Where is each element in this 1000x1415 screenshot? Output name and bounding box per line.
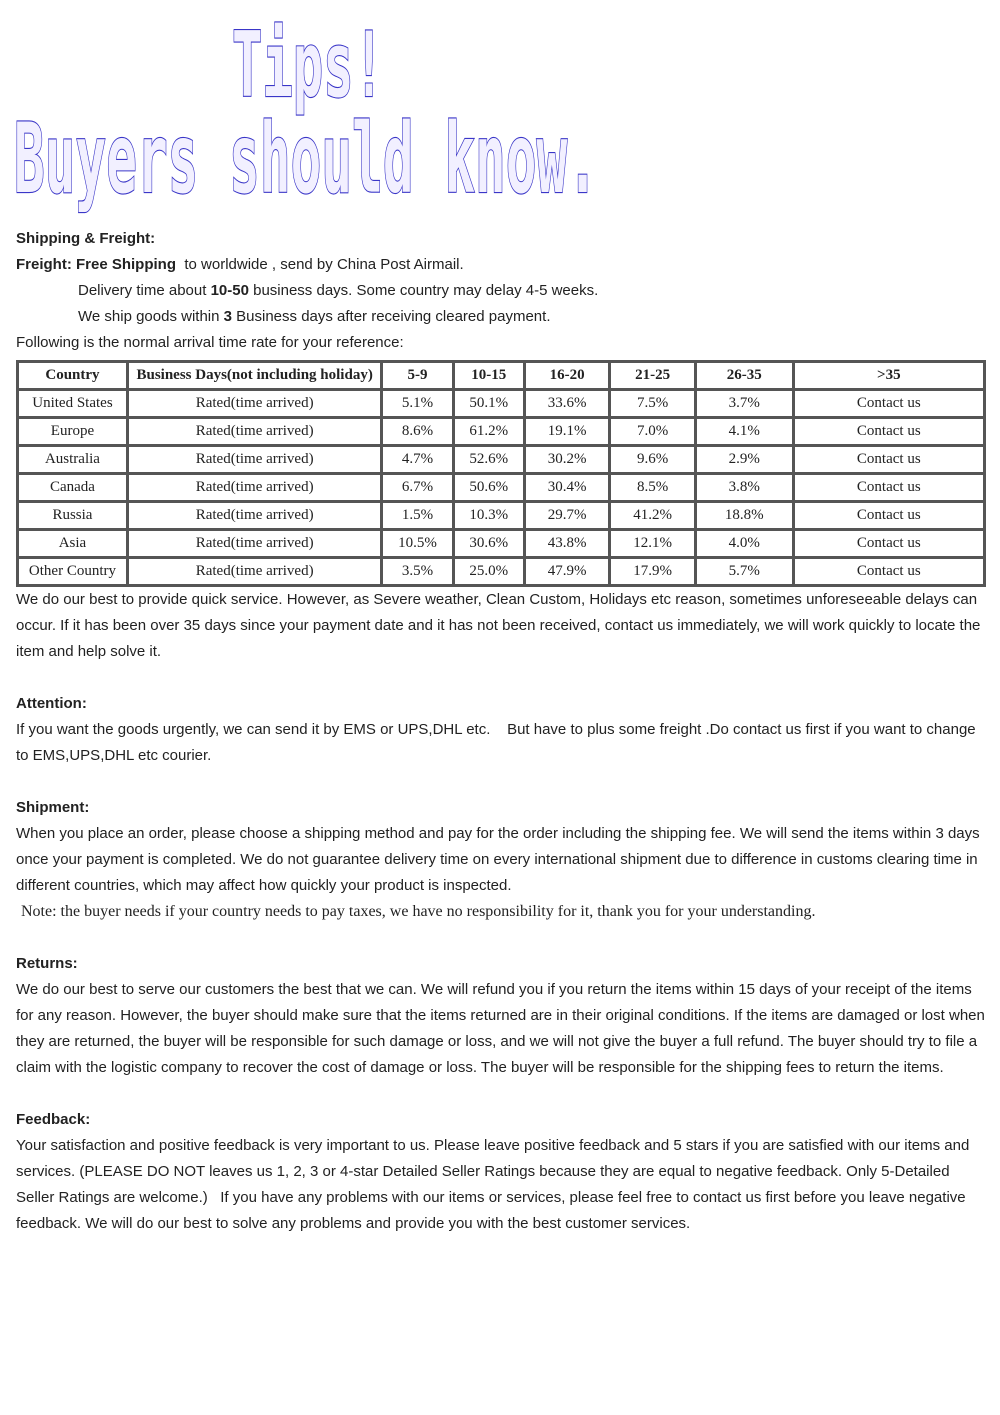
- cell-rate: 3.5%: [382, 558, 453, 586]
- cell-rate: 4.1%: [695, 418, 793, 446]
- cell-rate: 12.1%: [610, 530, 696, 558]
- header-10-15: 10-15: [453, 362, 524, 390]
- cell-country: United States: [18, 390, 128, 418]
- cell-rate: 7.0%: [610, 418, 696, 446]
- cell-rate: 3.8%: [695, 474, 793, 502]
- cell-country: Other Country: [18, 558, 128, 586]
- cell-rate: 6.7%: [382, 474, 453, 502]
- table-row: [18, 446, 985, 474]
- cell-country: Australia: [18, 446, 128, 474]
- table-header-row: [18, 362, 985, 390]
- cell-label: Rated(time arrived): [127, 390, 381, 418]
- header-business-days: Business Days(not including holiday): [127, 362, 381, 390]
- header-21-25: 21-25: [610, 362, 696, 390]
- cell-rate: 50.6%: [453, 474, 524, 502]
- tips-banner: [0, 0, 1000, 220]
- tax-note: Note: the buyer needs if your country needs to pay taxes, we have no responsibility for it, thank you for your understanding.: [21, 903, 816, 920]
- banner-title-tips: Tips!: [232, 13, 384, 118]
- cell-rate: 8.5%: [610, 474, 696, 502]
- cell-rate: 5.1%: [382, 390, 453, 418]
- cell-rate: 4.7%: [382, 446, 453, 474]
- cell-rate: 9.6%: [610, 446, 696, 474]
- cell-contact: Contact us: [793, 558, 984, 586]
- cell-rate: 3.7%: [695, 390, 793, 418]
- cell-rate: 41.2%: [610, 502, 696, 530]
- table-row: [18, 530, 985, 558]
- returns-title: Returns:: [16, 955, 78, 972]
- attention-text: If you want the goods urgently, we can send it by EMS or UPS,DHL etc. But have to plus some freight .Do contact us first if you want to change to EMS,UPS,DHL etc courier.: [16, 721, 980, 764]
- header-5-9: 5-9: [382, 362, 453, 390]
- cell-label: Rated(time arrived): [127, 474, 381, 502]
- cell-country: Asia: [18, 530, 128, 558]
- shipping-title: Shipping & Freight:: [16, 230, 156, 247]
- cell-rate: 10.3%: [453, 502, 524, 530]
- table-row: [18, 502, 985, 530]
- content: [16, 226, 988, 1237]
- header-country: Country: [18, 362, 128, 390]
- cell-rate: 30.2%: [524, 446, 610, 474]
- cell-rate: 8.6%: [382, 418, 453, 446]
- arrival-rate-table: [16, 360, 986, 587]
- cell-contact: Contact us: [793, 474, 984, 502]
- shipment-title: Shipment:: [16, 799, 90, 816]
- table-row: [18, 418, 985, 446]
- cell-rate: 5.7%: [695, 558, 793, 586]
- cell-rate: 4.0%: [695, 530, 793, 558]
- table-body: [18, 390, 985, 586]
- ship-within-line: We ship goods within 3 Business days after receiving cleared payment.: [78, 308, 551, 325]
- cell-contact: Contact us: [793, 446, 984, 474]
- cell-contact: Contact us: [793, 418, 984, 446]
- cell-rate: 29.7%: [524, 502, 610, 530]
- cell-label: Rated(time arrived): [127, 446, 381, 474]
- cell-label: Rated(time arrived): [127, 418, 381, 446]
- cell-contact: Contact us: [793, 530, 984, 558]
- cell-rate: 25.0%: [453, 558, 524, 586]
- attention-title: Attention:: [16, 695, 87, 712]
- cell-rate: 43.8%: [524, 530, 610, 558]
- cell-rate: 30.6%: [453, 530, 524, 558]
- cell-rate: 50.1%: [453, 390, 524, 418]
- cell-rate: 10.5%: [382, 530, 453, 558]
- cell-rate: 47.9%: [524, 558, 610, 586]
- returns-text: We do our best to serve our customers the best that we can. We will refund you if you return the items within 15 days of your receipt of the items for any reason. However, the buyer should make sure that the items returned are in their original conditions. If the items are damaged or lost when they are returned, the buyer will be responsible for such damage or loss, and we will not give the buyer a full refund. The buyer should try to file a claim with the logistic company to recover the cost of damage or loss. The buyer will be responsible for the shipping fees to return the items.: [16, 981, 985, 1076]
- delivery-time-line: Delivery time about 10-50 business days. Some country may delay 4-5 weeks.: [78, 282, 599, 299]
- cell-contact: Contact us: [793, 390, 984, 418]
- cell-rate: 52.6%: [453, 446, 524, 474]
- header-16-20: 16-20: [524, 362, 610, 390]
- cell-country: Canada: [18, 474, 128, 502]
- cell-rate: 19.1%: [524, 418, 610, 446]
- reference-line: Following is the normal arrival time rate for your reference:: [16, 334, 404, 351]
- table-header: [18, 362, 985, 390]
- shipment-text: When you place an order, please choose a shipping method and pay for the order including the shipping fee. We will send the items within 3 days once your payment is completed. We do not guarantee delivery time on every international shipment due to difference in customs clearing time in different countries, which may affect how quickly your product is inspected.: [16, 825, 980, 894]
- cell-rate: 33.6%: [524, 390, 610, 418]
- freight-line: Freight: Free Shipping to worldwide , send by China Post Airmail.: [16, 256, 464, 273]
- header-over-35: >35: [793, 362, 984, 390]
- cell-contact: Contact us: [793, 502, 984, 530]
- feedback-text: Your satisfaction and positive feedback is very important to us. Please leave positive feedback and 5 stars if you are satisfied with our items and services. (PLEASE DO NOT leaves us 1, 2, 3 or 4-star Detailed Seller Ratings because they are equal to negative feedback. Only 5-Detailed Seller Ratings are welcome.) If you have any problems with our items or services, please feel free to contact us first before you leave negative feedback. We will do our best to solve any problems and provide you with the best customer services.: [16, 1137, 974, 1232]
- cell-label: Rated(time arrived): [127, 502, 381, 530]
- cell-rate: 7.5%: [610, 390, 696, 418]
- cell-label: Rated(time arrived): [127, 530, 381, 558]
- table-row: [18, 558, 985, 586]
- table-row: [18, 390, 985, 418]
- cell-rate: 61.2%: [453, 418, 524, 446]
- cell-rate: 1.5%: [382, 502, 453, 530]
- cell-rate: 18.8%: [695, 502, 793, 530]
- table-row: [18, 474, 985, 502]
- delay-note: We do our best to provide quick service. However, as Severe weather, Clean Custom, Holidays etc reason, sometimes unforeseeable delays can occur. If it has been over 35 days since your payment date and it has not been received, contact us immediately, we will work quickly to locate the item and help solve it.: [16, 591, 981, 660]
- cell-label: Rated(time arrived): [127, 558, 381, 586]
- cell-rate: 17.9%: [610, 558, 696, 586]
- banner-title-buyers: Buyers should know.: [14, 103, 598, 215]
- cell-country: Russia: [18, 502, 128, 530]
- banner-graphic: [0, 0, 1000, 220]
- cell-rate: 30.4%: [524, 474, 610, 502]
- cell-country: Europe: [18, 418, 128, 446]
- feedback-title: Feedback:: [16, 1111, 91, 1128]
- cell-rate: 2.9%: [695, 446, 793, 474]
- header-26-35: 26-35: [695, 362, 793, 390]
